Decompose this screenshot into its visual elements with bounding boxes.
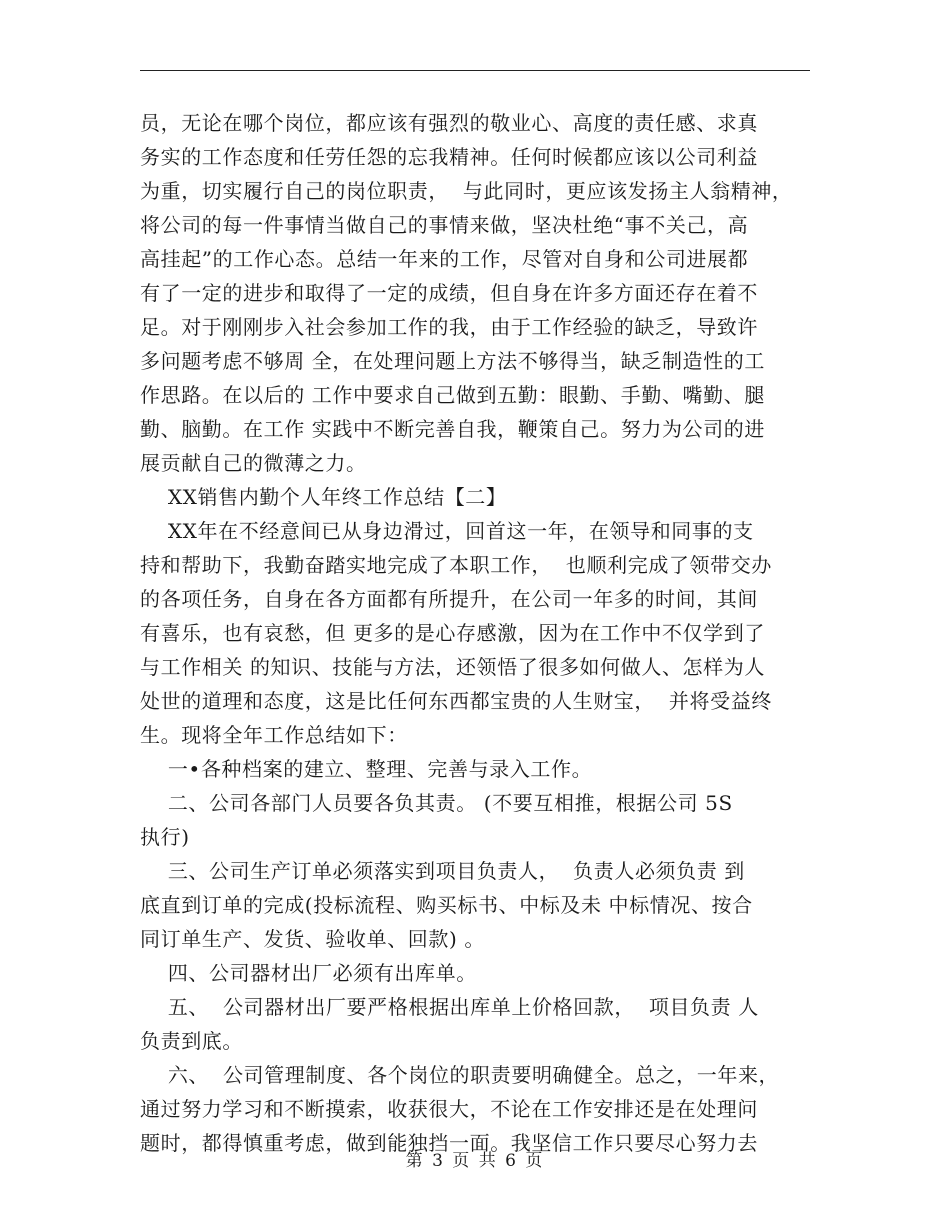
text-line: 一•各种档案的建立、整理、完善与录入工作。 xyxy=(140,757,593,781)
text-line: 与工作相关 的知识、技能与方法，还领悟了很多如何做人、怎样为人 xyxy=(140,655,765,679)
text-line: 作思路。在以后的 工作中要求自己做到五勤：眼勤、手勤、嘴勤、腿 xyxy=(140,383,765,407)
text-line: 的各项任务，自身在各方面都有所提升，在公司一年多的时间，其间 xyxy=(140,587,758,611)
text-line: 足。对于刚刚步入社会参加工作的我，由于工作经验的缺乏，导致许 xyxy=(140,315,758,339)
page-number-footer: 第 3 页 共 6 页 xyxy=(405,1151,545,1171)
text-line: 四、公司器材出厂必须有出库单。 xyxy=(140,961,477,985)
text-line: XX年在不经意间已从身边滑过，回首这一年，在领导和同事的支 xyxy=(140,519,754,543)
text-line: 处世的道理和态度，这是比任何东西都宝贵的人生财宝， 并将受益终 xyxy=(140,689,772,713)
text-line: 展贡献自己的微薄之力。 xyxy=(140,451,367,475)
text-line: 生。现将全年工作总结如下： xyxy=(140,723,408,747)
text-line: 同订单生产、发货、验收单、回款) 。 xyxy=(140,927,485,951)
text-line: 题时，都得慎重考虑，做到能独挡一面。我坚信工作只要尽心努力去 xyxy=(140,1131,758,1155)
text-line: 三、公司生产订单必须落实到项目负责人， 负责人必须负责 到 xyxy=(140,859,745,883)
header-rule xyxy=(140,70,810,71)
text-line: 将公司的每一件事情当做自己的事情来做，坚决杜绝“事不关己，高 xyxy=(140,213,749,237)
text-line: 员，无论在哪个岗位，都应该有强烈的敬业心、高度的责任感、求真 xyxy=(140,111,758,135)
text-line: 通过努力学习和不断摸索，收获很大，不论在工作安排还是在处理问 xyxy=(140,1097,758,1121)
text-line: 高挂起”的工作心态。总结一年来的工作，尽管对自身和公司进展都 xyxy=(140,247,749,271)
text-line: 务实的工作态度和任劳任怨的忘我精神。任何时候都应该以公司利益 xyxy=(140,145,758,169)
text-line: 多问题考虑不够周 全，在处理问题上方法不够得当，缺乏制造性的工 xyxy=(140,349,765,373)
text-line: 勤、脑勤。在工作 实践中不断完善自我，鞭策自己。努力为公司的进 xyxy=(140,417,765,441)
text-line: 二、公司各部门人员要各负其责。 (不要互相推，根据公司 5S xyxy=(140,791,733,815)
text-line: 为重，切实履行自己的岗位职责， 与此同时，更应该发扬主人翁精神， xyxy=(140,179,793,203)
text-line: 持和帮助下，我勤奋踏实地完成了本职工作， 也顺利完成了领带交办 xyxy=(140,553,772,577)
text-line: XX销售内勤个人年终工作总结【二】 xyxy=(140,485,507,509)
text-line: 有喜乐，也有哀愁，但 更多的是心存感激，因为在工作中不仅学到了 xyxy=(140,621,765,645)
text-line: 底直到订单的完成(投标流程、购买标书、中标及未 中标情况、按合 xyxy=(140,893,753,917)
text-line: 五、 公司器材出厂要严格根据出库单上价格回款， 项目负责 人 xyxy=(140,995,759,1019)
body-text xyxy=(140,106,820,1160)
text-line: 有了一定的进步和取得了一定的成绩，但自身在许多方面还存在着不 xyxy=(140,281,758,305)
text-line: 六、 公司管理制度、各个岗位的职责要明确健全。总之，一年来， xyxy=(140,1063,780,1087)
text-line: 负责到底。 xyxy=(140,1029,243,1053)
text-line: 执行) xyxy=(140,825,190,849)
